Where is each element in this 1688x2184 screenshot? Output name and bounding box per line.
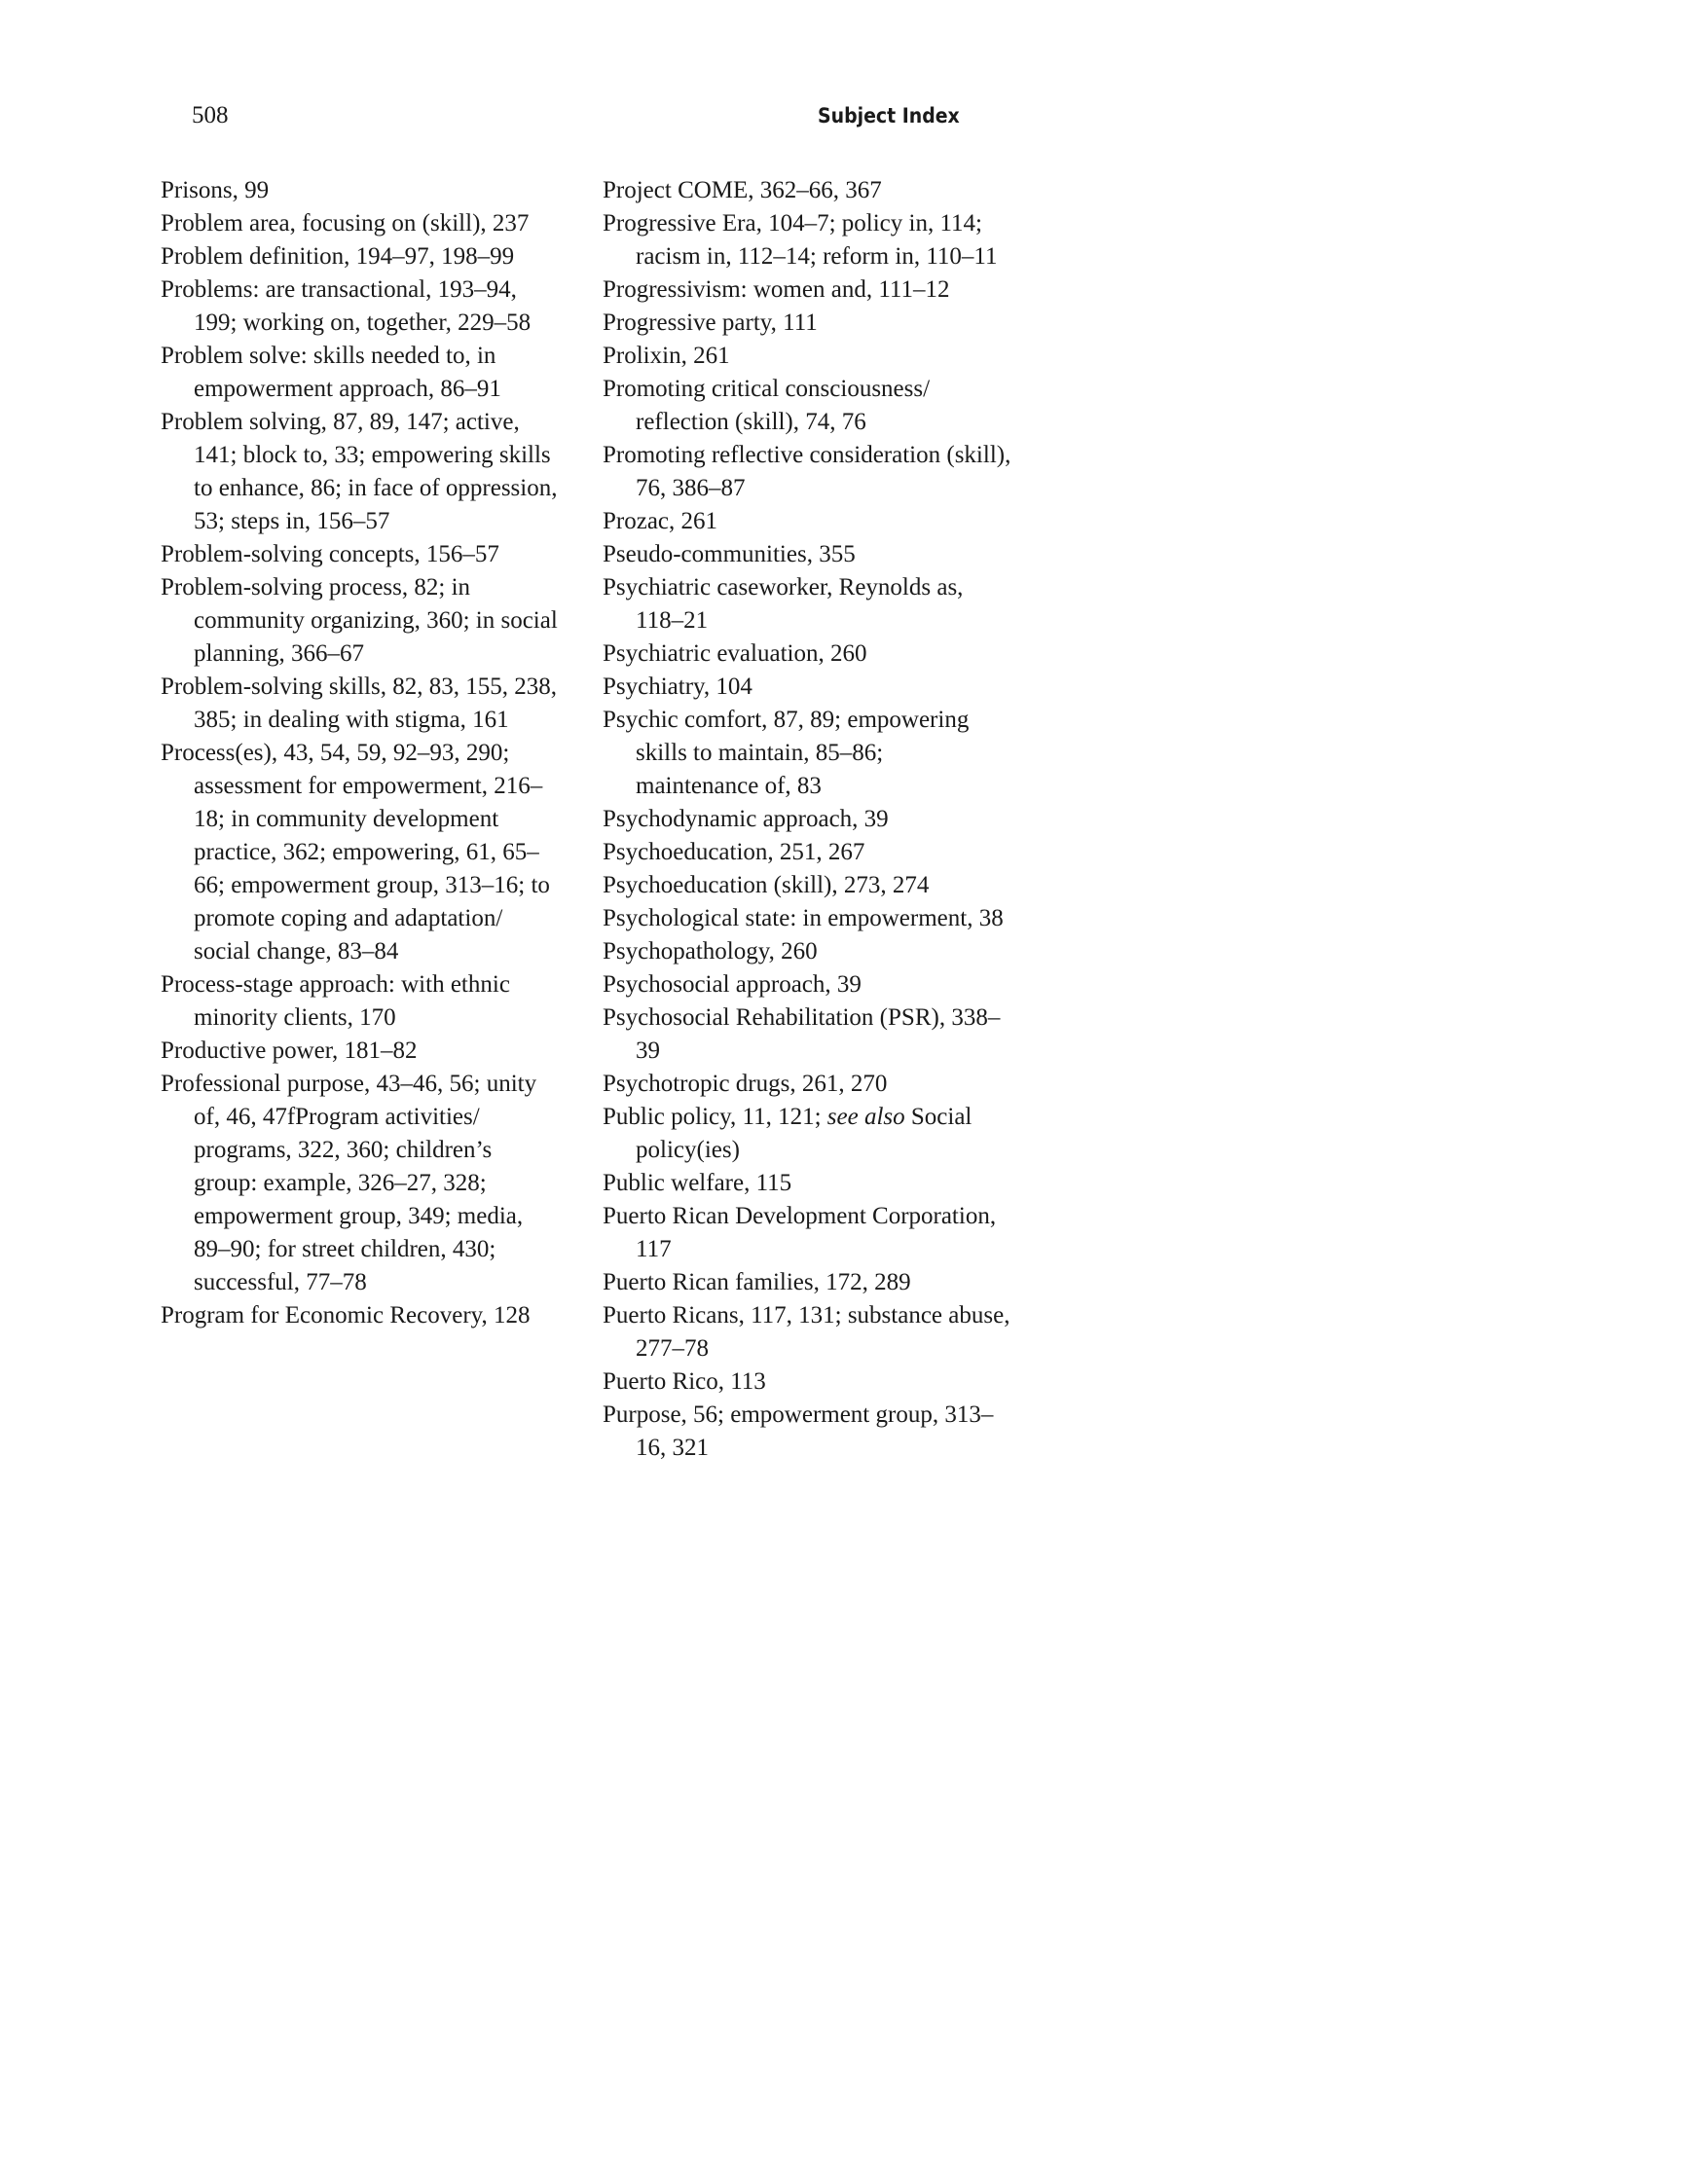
index-column-right — [603, 174, 1011, 1465]
index-entry: Process-stage approach: with ethnic minority clients, 170 — [161, 971, 510, 1031]
index-entry: Problem-solving concepts, 156–57 — [161, 541, 499, 567]
index-entry: Progressive party, 111 — [603, 309, 818, 336]
index-entry: Psychic comfort, 87, 89; empowering skills to maintain, 85–86; maintenance of, 83 — [603, 707, 970, 799]
index-entry: Promoting reflective consideration (skill), 76, 386–87 — [603, 442, 1011, 501]
index-entry: Psychiatric caseworker, Reynolds as, 118–21 — [603, 574, 964, 634]
index-entry: Psychoeducation (skill), 273, 274 — [603, 872, 930, 898]
index-entry: Prisons, 99 — [161, 177, 270, 203]
index-entry: Puerto Rican families, 172, 289 — [603, 1269, 911, 1295]
index-entry: Purpose, 56; empowerment group, 313–16, 321 — [603, 1401, 994, 1461]
index-entry: Problem-solving skills, 82, 83, 155, 238, 385; in dealing with stigma, 161 — [161, 673, 557, 733]
index-entry: Professional purpose, 43–46, 56; unity of, 46, 47fProgram activities/ programs, 322, 360; children’s group: example, 326–27, 328; empowerment group, 349; media, 89–90; for street children, 430; successful, 77–78 — [161, 1071, 537, 1295]
index-entry: Psychosocial Rehabilitation (PSR), 338–39 — [603, 1004, 1001, 1064]
index-entry: Productive power, 181–82 — [161, 1037, 418, 1064]
index-entry: Promoting critical consciousness/ reflection (skill), 74, 76 — [603, 376, 931, 435]
index-entry: Psychiatry, 104 — [603, 673, 752, 700]
index-entry: Problem solving, 87, 89, 147; active, 141; block to, 33; empowering skills to enhance, 86; in face of oppression, 53; steps in, 156–57 — [161, 409, 558, 534]
index-entry: Prozac, 261 — [603, 508, 718, 534]
index-entry: Psychoeducation, 251, 267 — [603, 839, 865, 865]
index-entry: Psychopathology, 260 — [603, 938, 818, 965]
index-entry: Project COME, 362–66, 367 — [603, 177, 882, 203]
index-entry: Problem area, focusing on (skill), 237 — [161, 210, 530, 237]
page-number: 508 — [192, 102, 229, 128]
index-entry: Puerto Rican Development Corporation, 117 — [603, 1203, 997, 1262]
index-column-left — [161, 174, 560, 1332]
see-also-label: see also — [826, 1104, 905, 1130]
index-entry: Public welfare, 115 — [603, 1170, 792, 1196]
index-entry: Psychotropic drugs, 261, 270 — [603, 1071, 888, 1097]
index-entry: Pseudo-communities, 355 — [603, 541, 856, 567]
index-entry: Psychosocial approach, 39 — [603, 971, 862, 998]
index-entry: Puerto Ricans, 117, 131; substance abuse, 277–78 — [603, 1302, 1010, 1362]
index-entry: Process(es), 43, 54, 59, 92–93, 290; assessment for empowerment, 216–18; in community development practice, 362; empowering, 61, 65–66; empowerment group, 313–16; to promote coping and adaptation/ social change, 83–84 — [161, 740, 550, 965]
index-entry-public-policy — [603, 1101, 1011, 1167]
index-entry: Problems: are transactional, 193–94, 199; working on, together, 229–58 — [161, 276, 532, 336]
index-entry: Prolixin, 261 — [603, 343, 730, 369]
running-head: Subject Index — [818, 104, 960, 127]
entry-text: Public policy, 11, 121; — [603, 1104, 827, 1130]
index-entry: Psychological state: in empowerment, 38 — [603, 905, 1004, 931]
index-entry: Program for Economic Recovery, 128 — [161, 1302, 531, 1329]
index-entry: Problem solve: skills needed to, in empowerment approach, 86–91 — [161, 343, 501, 402]
index-entry: Psychiatric evaluation, 260 — [603, 640, 867, 667]
index-entry: Progressive Era, 104–7; policy in, 114; racism in, 112–14; reform in, 110–11 — [603, 210, 998, 270]
index-entry: Puerto Rico, 113 — [603, 1368, 766, 1395]
index-entry: Problem definition, 194–97, 198–99 — [161, 243, 515, 270]
index-entry: Progressivism: women and, 111–12 — [603, 276, 950, 303]
index-entry: Psychodynamic approach, 39 — [603, 806, 889, 832]
index-entry: Problem-solving process, 82; in community organizing, 360; in social planning, 366–67 — [161, 574, 558, 667]
entry-text: Social policy(ies) — [636, 1104, 972, 1163]
